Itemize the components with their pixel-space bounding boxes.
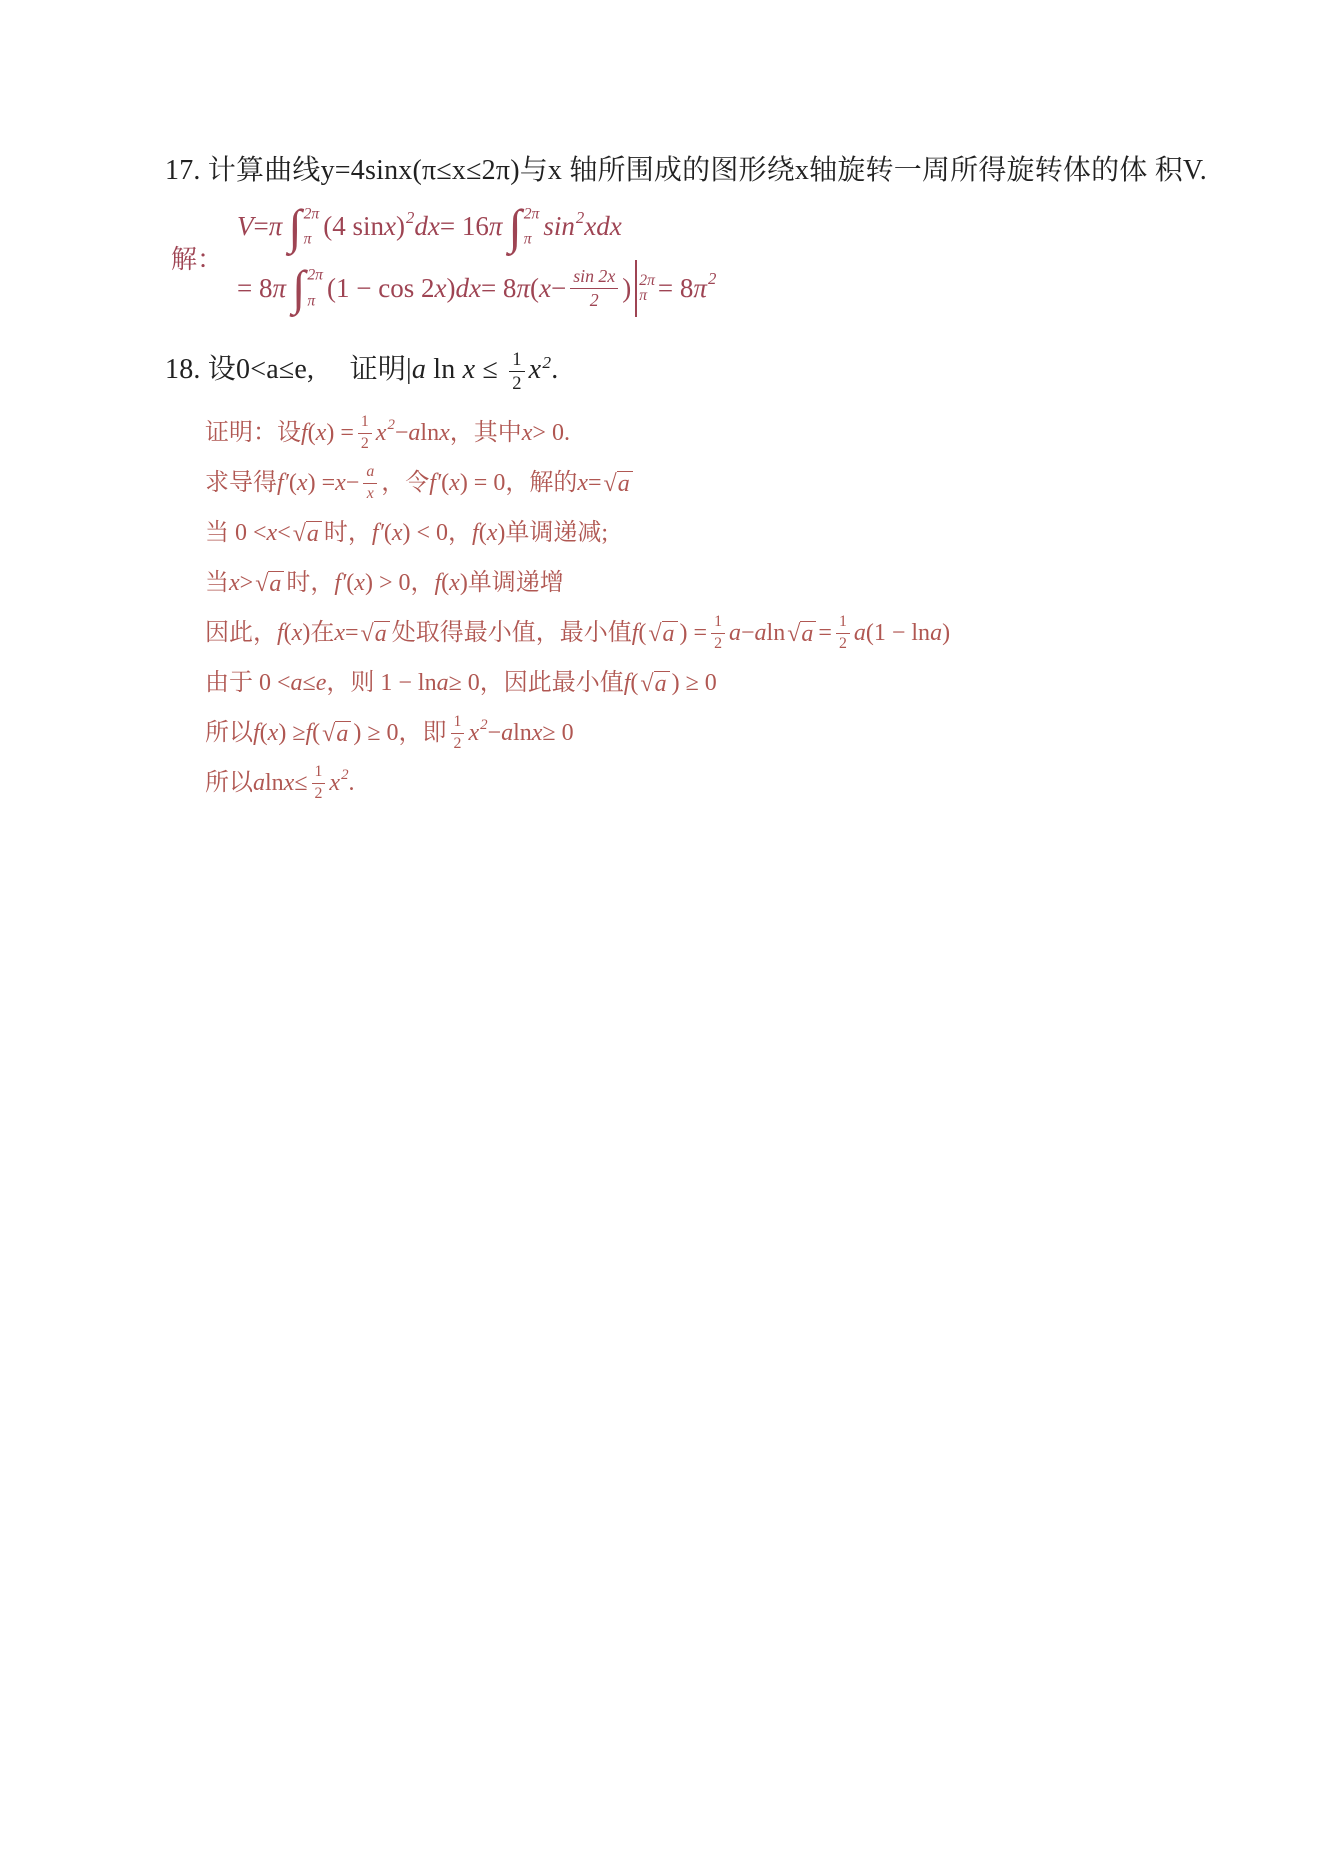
- fraction: [836, 613, 850, 652]
- math-text: ) ≥: [278, 720, 306, 747]
- problem-18-proof: [205, 408, 1225, 808]
- proof-line-7: 所以 f ( x ) ≥ f ( √ a ) ≥ 0，即 $\frac{1}{2}$ x 2 − a ln x ≥ 0: [205, 713, 574, 752]
- proof-line-3: [205, 508, 1225, 558]
- math-text: x: [266, 520, 278, 547]
- math-text: x: [521, 420, 533, 447]
- fraction-numerator: 1: [358, 413, 372, 433]
- math-text: f: [277, 620, 284, 647]
- upper-limit: 2π: [307, 266, 324, 284]
- fraction-numerator: 1: [836, 613, 850, 633]
- fraction-numerator: sin 2x: [570, 266, 618, 288]
- fraction-denominator: 2: [360, 434, 369, 452]
- math-text: ) =: [679, 620, 708, 647]
- math-text: f′: [277, 470, 289, 497]
- radical-sign-icon: √: [255, 570, 269, 597]
- fraction-denominator: 2: [589, 289, 599, 310]
- math-text: dx: [414, 211, 440, 242]
- radical-sign-icon: √: [648, 620, 662, 647]
- math-text: (: [307, 420, 316, 447]
- math-text: (: [312, 720, 321, 747]
- fraction-numerator: a: [363, 463, 377, 483]
- math-text: .: [551, 353, 559, 385]
- math-text: a: [754, 620, 767, 647]
- math-text: −: [550, 272, 567, 303]
- math-text: a: [290, 670, 303, 697]
- math-text: ) ≥ 0，即: [353, 720, 447, 747]
- solution-label: 解：: [171, 245, 224, 275]
- radicand: a: [268, 571, 284, 596]
- proof-line-8: 所以 a ln x ≤ $\frac{1}{2}$ x 2 .: [205, 763, 355, 802]
- solution-formulas: [237, 199, 717, 317]
- math-text: x: [486, 520, 498, 547]
- integral: [292, 261, 324, 316]
- proof-line-5: [205, 608, 1225, 658]
- math-text: = 8: [657, 272, 694, 303]
- radical-sign-icon: √: [640, 670, 654, 697]
- math-text: = 8: [480, 272, 517, 303]
- fraction-numerator: 1: [312, 763, 326, 783]
- integral-limits: [305, 266, 324, 309]
- math-text: 时，: [286, 570, 335, 597]
- math-text: a: [436, 670, 449, 697]
- math-text: ≤: [475, 353, 506, 385]
- lower-limit: π: [639, 287, 648, 305]
- math-text: x: [315, 420, 327, 447]
- math-text: ) ≥ 0: [671, 670, 717, 697]
- integral-limits: [522, 205, 540, 248]
- fraction: [451, 713, 465, 752]
- math-text: f: [253, 720, 260, 747]
- math-text: ) =: [326, 420, 354, 447]
- fraction-numerator: 1: [711, 613, 725, 633]
- fraction: [358, 413, 372, 452]
- math-text: x: [334, 620, 345, 647]
- superscript: 2: [542, 353, 552, 373]
- formula-line-2: = 8 π ∫ 2π π (1 − cos 2 x ) dx = 8 π ( x − $\frac{\sin 2x}{2}$ ) 2π π = 8 π 2: [237, 261, 717, 316]
- math-text: xdx: [584, 211, 622, 242]
- fraction: [570, 266, 618, 310]
- math-text: ln: [420, 420, 440, 447]
- math-text: −: [345, 470, 360, 497]
- math-text: x: [531, 720, 543, 747]
- math-text: ): [942, 620, 951, 647]
- square-root: [361, 621, 390, 646]
- math-text: )单调递减;: [497, 520, 609, 547]
- math-text: =: [253, 211, 269, 242]
- math-text: a: [411, 353, 427, 385]
- math-text: >: [239, 570, 254, 597]
- math-text: sin: [543, 211, 575, 242]
- math-text: =: [344, 620, 359, 647]
- lower-limit: π: [307, 291, 316, 309]
- math-text: f: [301, 420, 308, 447]
- math-text: ≤: [294, 770, 308, 797]
- integral: [508, 199, 540, 254]
- math-text: (: [383, 520, 392, 547]
- math-text: (: [529, 272, 539, 303]
- math-text: a: [408, 420, 421, 447]
- math-text: x: [329, 770, 341, 797]
- math-text: 所以: [205, 770, 253, 797]
- math-text: ，则 1 − ln: [326, 670, 437, 697]
- radicand: a: [654, 671, 670, 696]
- proof-line-6: [205, 658, 1225, 708]
- square-root: [604, 471, 633, 496]
- square-root: [322, 721, 351, 746]
- evaluation-bar: [635, 260, 655, 317]
- math-text: a: [501, 720, 514, 747]
- math-text: x: [229, 570, 240, 597]
- math-text: 所以: [205, 720, 253, 747]
- upper-limit: 2π: [639, 271, 655, 289]
- math-text: e: [315, 670, 327, 697]
- fraction-denominator: 2: [512, 372, 522, 393]
- math-text: ，令: [381, 470, 430, 497]
- math-text: x: [434, 272, 447, 303]
- fraction-denominator: 2: [838, 634, 847, 652]
- math-text: f′: [429, 470, 442, 497]
- math-text: ) = 0，解的: [459, 470, 578, 497]
- math-text: )单调递增: [459, 570, 564, 597]
- math-text: .: [348, 770, 355, 797]
- math-text: x: [267, 720, 279, 747]
- math-text: a: [253, 770, 265, 797]
- upper-limit: 2π: [523, 205, 540, 223]
- radical-sign-icon: √: [322, 720, 336, 747]
- math-text: x: [449, 570, 460, 597]
- upper-limit: 2π: [303, 205, 320, 223]
- problem-17-solution: [171, 199, 1225, 317]
- math-text: (: [283, 620, 292, 647]
- math-text: x: [384, 211, 396, 242]
- radical-sign-icon: √: [292, 520, 306, 547]
- math-text: (1 − cos 2: [327, 272, 435, 303]
- problem-18-title: [165, 349, 1225, 395]
- radicand: a: [800, 621, 816, 646]
- radicand: a: [617, 471, 633, 496]
- math-text: > 0.: [532, 420, 570, 447]
- math-text: 因此，: [205, 620, 277, 647]
- math-text: (1 − ln: [865, 620, 931, 647]
- math-text: ): [622, 272, 632, 303]
- integral: [288, 199, 320, 254]
- math-text: π: [693, 272, 707, 303]
- square-root: [648, 621, 677, 646]
- proof-line-1: 证明：设 f ( x ) = $\frac{1}{2}$ x 2 − a ln x ，其中 x > 0.: [205, 413, 570, 452]
- integral-sign-icon: ∫: [292, 261, 306, 316]
- math-text: ≤: [302, 670, 316, 697]
- math-text: f: [472, 520, 479, 547]
- math-text: −: [394, 420, 409, 447]
- math-text: x: [577, 470, 588, 497]
- fraction: [711, 613, 725, 652]
- math-text: ln: [766, 620, 786, 647]
- math-text: x: [528, 353, 542, 385]
- radicand: a: [374, 621, 390, 646]
- math-text: π: [488, 211, 503, 242]
- math-text: ) < 0，: [402, 520, 473, 547]
- fraction: [312, 763, 326, 802]
- radicand: a: [335, 721, 351, 746]
- fraction-denominator: 2: [714, 634, 722, 652]
- math-text: x: [335, 470, 346, 497]
- math-text: f: [631, 620, 639, 647]
- lower-limit: π: [303, 230, 312, 248]
- math-text: (: [630, 670, 639, 697]
- math-text: 由于 0 <: [205, 670, 291, 697]
- radicand: a: [306, 521, 322, 546]
- math-text: x: [538, 272, 551, 303]
- math-text: )在: [302, 620, 335, 647]
- math-text: x: [449, 470, 460, 497]
- math-text: ): [396, 211, 405, 242]
- math-text: f: [623, 670, 631, 697]
- math-text: ) =: [307, 470, 336, 497]
- math-text: a: [930, 620, 943, 647]
- math-text: (: [638, 620, 647, 647]
- math-text: V: [237, 211, 254, 242]
- math-text: <: [277, 520, 291, 547]
- lower-limit: π: [523, 230, 532, 248]
- math-text: 时，: [323, 520, 372, 547]
- math-text: (: [441, 570, 450, 597]
- math-text: x: [296, 470, 308, 497]
- math-text: x: [291, 620, 303, 647]
- fraction-numerator: 1: [509, 349, 524, 372]
- proof-line-2: [205, 458, 1225, 508]
- math-text: = 16: [439, 211, 489, 242]
- math-text: π: [268, 211, 283, 242]
- math-text: (: [288, 470, 297, 497]
- math-text: ≥ 0: [542, 720, 574, 747]
- math-text: (: [259, 720, 268, 747]
- math-text: −: [487, 720, 502, 747]
- radical-sign-icon: √: [787, 620, 801, 647]
- math-text: a: [853, 620, 866, 647]
- problem-17-title: 17. 计算曲线y=4sinx(π≤x≤2π)与x 轴所围成的图形绕x轴旋转一周所得旋转体的体 积V.: [165, 155, 1207, 186]
- math-text: x: [354, 570, 365, 597]
- math-text: f: [434, 570, 442, 597]
- radical-sign-icon: √: [603, 470, 617, 497]
- fraction: [509, 349, 524, 395]
- formula-line-1: V = π ∫ 2π π (4 sin x ) 2 dx = 16 π ∫ 2π π sin 2 xdx: [237, 199, 622, 254]
- math-text: x: [439, 420, 450, 447]
- math-text: 求导得: [205, 470, 277, 497]
- math-text: (: [346, 570, 355, 597]
- bar-line: [635, 260, 637, 317]
- math-text: ln: [265, 770, 284, 797]
- math-text: π: [272, 272, 287, 303]
- square-root: [640, 671, 669, 696]
- math-text: ，其中: [449, 420, 522, 447]
- math-text: x: [375, 420, 387, 447]
- bar-limits: [639, 273, 655, 304]
- math-text: = 8: [237, 272, 273, 303]
- math-text: a: [729, 620, 741, 647]
- math-text: 当 0 <: [205, 520, 267, 547]
- math-text: −: [741, 620, 755, 647]
- integral-sign-icon: ∫: [508, 199, 522, 254]
- fraction-numerator: 1: [451, 713, 465, 733]
- math-text: (: [478, 520, 487, 547]
- fraction-denominator: 2: [453, 734, 462, 752]
- math-text: dx: [455, 272, 481, 303]
- proof-line-4: [205, 558, 1225, 608]
- math-text: x: [462, 353, 476, 385]
- math-text: 证明：设: [205, 420, 301, 447]
- math-text: ln: [513, 720, 532, 747]
- math-text: ): [446, 272, 456, 303]
- math-text: (: [441, 470, 450, 497]
- document-content: [165, 152, 1225, 808]
- math-text: x: [283, 770, 295, 797]
- math-text: f: [305, 720, 313, 747]
- math-text: ln: [426, 353, 463, 385]
- fraction-denominator: 2: [314, 784, 323, 802]
- radical-sign-icon: √: [360, 620, 374, 647]
- math-text: (4 sin: [323, 211, 385, 242]
- math-text: 处取得最小值，最小值: [391, 620, 632, 647]
- square-root: [255, 571, 284, 596]
- math-text: x: [391, 520, 403, 547]
- fraction-denominator: x: [366, 484, 374, 502]
- math-text: ) > 0，: [364, 570, 435, 597]
- math-text: f′: [334, 570, 347, 597]
- math-text: π: [516, 272, 530, 303]
- integral-limits: [302, 205, 320, 248]
- square-root: [787, 621, 816, 646]
- math-text: f′: [371, 520, 384, 547]
- radicand: a: [662, 621, 678, 646]
- fraction: [363, 463, 377, 502]
- square-root: [293, 521, 322, 546]
- math-text: ≥ 0，因此最小值: [448, 670, 624, 697]
- math-text: =: [588, 470, 602, 497]
- math-text: 18. 设0<a≤e, 证明|: [165, 353, 412, 385]
- integral-sign-icon: ∫: [288, 199, 302, 254]
- math-text: 当: [205, 570, 229, 597]
- math-text: =: [818, 620, 832, 647]
- math-text: x: [468, 720, 480, 747]
